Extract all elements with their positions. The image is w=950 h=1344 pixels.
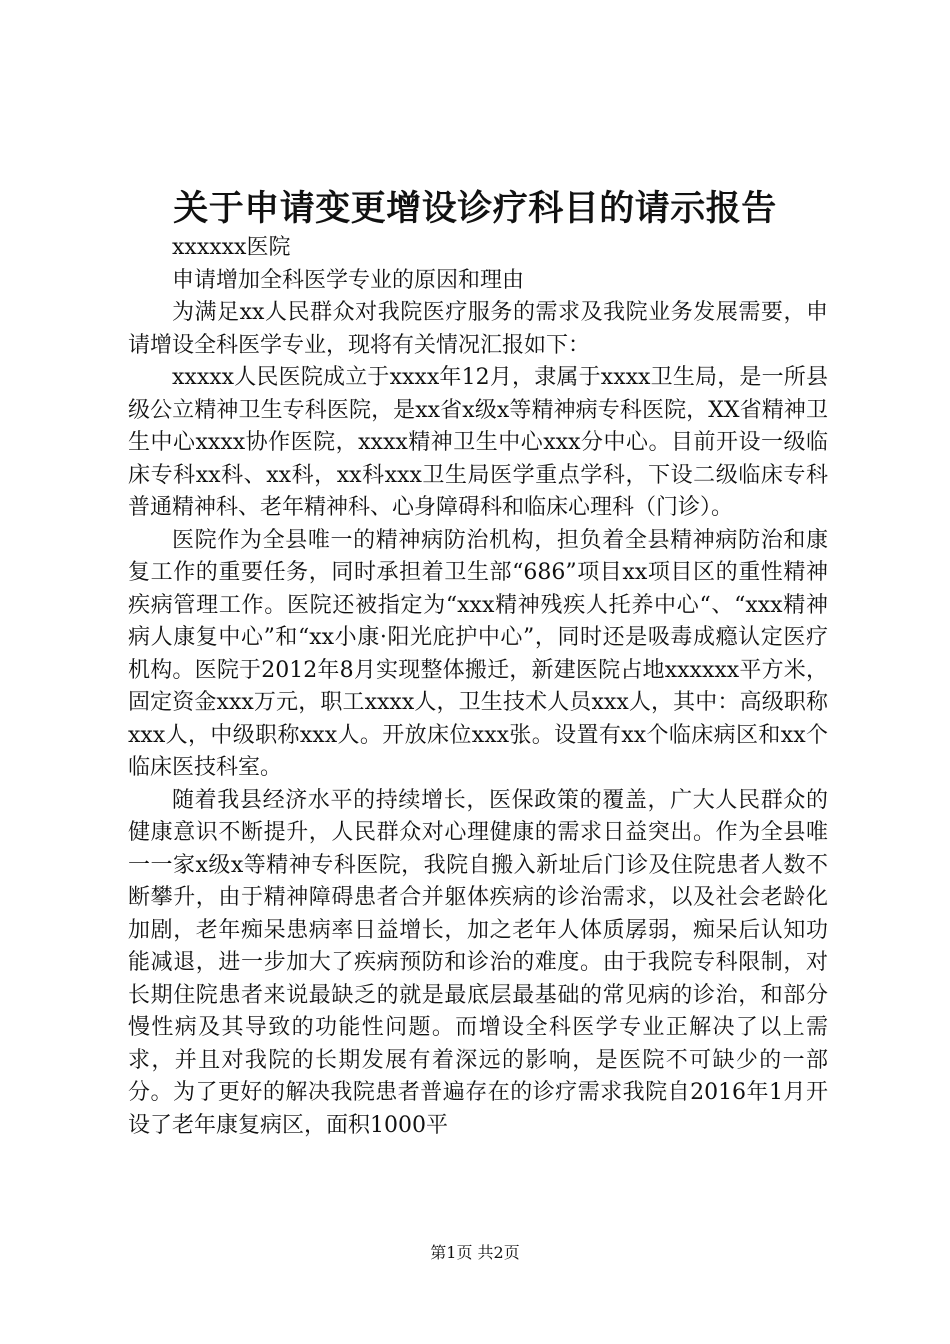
hospital-name-line: xxxxxx医院 [172, 235, 291, 260]
body-paragraph: 随着我县经济水平的持续增长，医保政策的覆盖，广大人民群众的健康意识不断提升，人民群众对心理健康的需求日益突出。作为全县唯一一家x级x等精神专科医院，我院自搬入新址后门诊及住院患者人数不断攀升，由于精神障碍患者合并躯体疾病的诊治需求，以及社会老龄化加剧，老年痴呆患病率日益增长，加之老年人体质孱弱，痴呆后认知功能减退，进一步加大了疾病预防和诊治的难度。由于我院专科限制，对长期住院患者来说最缺乏的就是最底层最基础的常见病的诊治，和部分慢性病及其导致的功能性问题。而增设全科医学专业正解决了以上需求，并且对我院的长期发展有着深远的影响，是医院不可缺少的一部分。为了更好的解决我院患者普遍存在的诊疗需求我院自2016年1月开设了老年康复病区，面积1000平 [128, 787, 828, 1138]
document-body [128, 232, 828, 1142]
page-footer: 第1页 共2页 [430, 1243, 520, 1262]
document-title: 关于申请变更增设诊疗科目的请示报告 [173, 188, 777, 229]
body-paragraph: xxxxx人民医院成立于xxxx年12月，隶属于xxxx卫生局，是一所县级公立精神卫生专科医院，是xx省x级x等精神病专科医院，XX省精神卫生中心xxxx协作医院，xxxx精神卫生中心xxx分中心。目前开设一级临床专科xx科、xx科，xx科xxx卫生局医学重点学科，下设二级临床专科普通精神科、老年精神科、心身障碍科和临床心理科（门诊）。 [128, 365, 828, 520]
section-heading: 申请增加全科医学专业的原因和理由 [172, 267, 525, 293]
body-paragraph: 为满足xx人民群众对我院医疗服务的需求及我院业务发展需要，申请增设全科医学专业，现将有关情况汇报如下： [128, 300, 828, 358]
body-paragraph: 医院作为全县唯一的精神病防治机构，担负着全县精神病防治和康复工作的重要任务，同时承担着卫生部“686”项目xx项目区的重性精神疾病管理工作。医院还被指定为“xxx精神残疾人托养中心“、“xxx精神病人康复中心”和“xx小康·阳光庇护中心”，同时还是吸毒成瘾认定医疗机构。医院于2012年8月实现整体搬迁，新建医院占地xxxxxx平方米，固定资金xxx万元，职工xxxx人，卫生技术人员xxx人，其中：高级职称xxx人，中级职称xxx人。开放床位xxx张。设置有xx个临床病区和xx个临床医技科室。 [128, 527, 828, 780]
